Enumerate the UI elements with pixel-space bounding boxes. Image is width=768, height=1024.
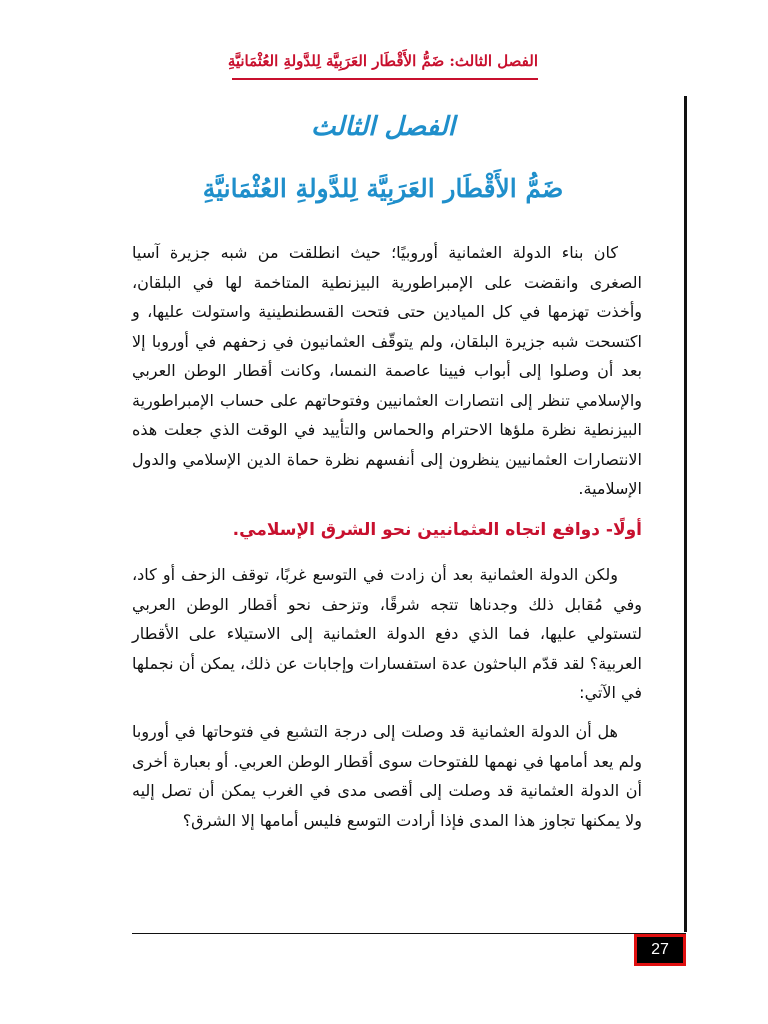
section-heading: أولًا- دوافع اتجاه العثمانيين نحو الشرق الإسلامي. bbox=[232, 520, 642, 540]
footer-rule bbox=[132, 933, 686, 934]
page-number-box bbox=[634, 934, 686, 966]
body-paragraph: كان بناء الدولة العثمانية أوروبيًا؛ حيث انطلقت من شبه جزيرة آسيا الصغرى وانقضت على الإمبراطورية البيزنطية المتاخمة لها في البلقان، وأخذت تهزمها في كل الميادين حتى فتحت القسطنطينية واستولت عليها، و اكتسحت شبه جزيرة البلقان، ولم يتوقّف العثمانيون في زحفهم في أوروبا إلا بعد أن وصلوا إلى أبواب فيينا عاصمة النمسا، وكانت أقطار الوطن العربي والإسلامي تنظر إلى انتصارات العثمانيين وفتوحاتهم على حساب الإمبراطورية البيزنطية نظرة ملؤها الاحترام والحماس والتأييد في الوقت الذي جعلت هذه الانتصارات العثمانيين ينظرون إلى أنفسهم نظرة حماة الدين الإسلامي والدول الإسلامية. bbox=[132, 243, 642, 498]
running-header: الفصل الثالث: ضَمُّ الأَقْطَار العَرَبِيَّة لِلدَّولةِ العُثْمَانيَّةِ bbox=[227, 52, 538, 70]
chapter-label: الفصل الثالث bbox=[311, 112, 455, 142]
body-paragraph-3-block bbox=[132, 717, 642, 835]
side-rule bbox=[684, 96, 687, 932]
body-paragraph: هل أن الدولة العثمانية قد وصلت إلى درجة التشبع في فتوحاتها في أوروبا ولم يعد أمامها في نهمها للفتوحات سوى أقطار الوطن العربي. أو بعبارة أخرى أن الدولة العثمانية قد وصلت إلى أقصى مدى في الغرب يمكن أن تصل إليه ولا يمكنها تجاوز هذا المدى فإذا أرادت التوسع فليس أمامها إلا الشرق؟ bbox=[132, 722, 642, 830]
body-paragraph-2-block bbox=[132, 560, 642, 708]
body-paragraph-1-block bbox=[132, 238, 642, 504]
chapter-title: ضَمُّ الأَقْطَار العَرَبِيَّة لِلدَّولةِ العُثْمَانيَّةِ bbox=[202, 174, 564, 203]
header-rule bbox=[232, 78, 538, 80]
page-number: 27 bbox=[651, 941, 669, 958]
body-paragraph: ولكن الدولة العثمانية بعد أن زادت في التوسع غربًا، توقف الزحف أو كاد، وفي مُقابل ذلك وجدناها تتجه شرقًا، وتزحف نحو أقطار الوطن العربي لتستولي عليها، فما الذي دفع الدولة العثمانية إلى الاستيلاء على الأقطار العربية؟ لقد قدّم الباحثون عدة استفسارات وإجابات عن ذلك، يمكن أن نجملها في الآتي: bbox=[132, 565, 642, 702]
